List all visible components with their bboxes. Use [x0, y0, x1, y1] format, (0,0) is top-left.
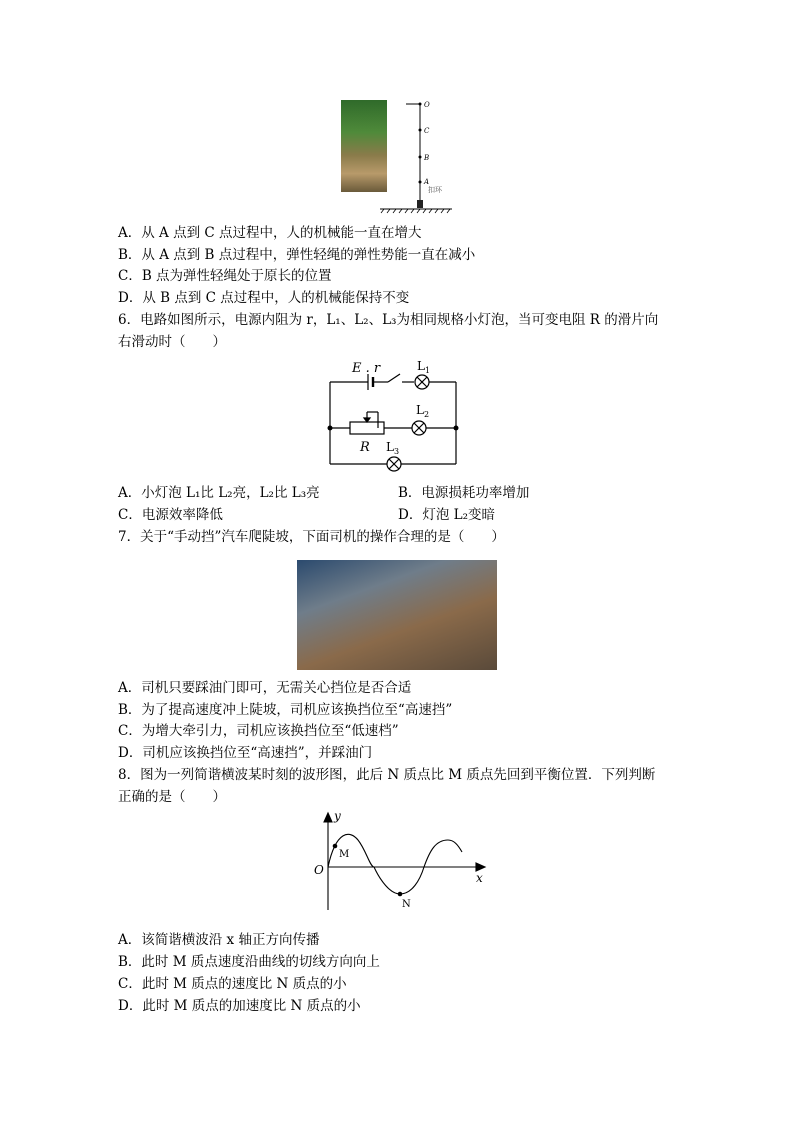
wave-label-n: N	[402, 899, 411, 910]
label-er: E . r	[352, 361, 381, 376]
label-c: C	[424, 127, 430, 135]
label-b: B	[424, 154, 430, 162]
car-photo	[297, 560, 497, 670]
wave-diagram	[308, 810, 490, 914]
q7-option-c: C．为增大牵引力，司机应该换挡位至“低速档”	[118, 723, 399, 739]
label-ring: 扣环	[428, 186, 442, 194]
q8-option-c: C．此时 M 质点的速度比 N 质点的小	[118, 976, 347, 992]
q8-option-b: B．此时 M 质点速度沿曲线的切线方向向上	[118, 954, 380, 970]
q5-option-b: B．从 A 点到 B 点过程中，弹性轻绳的弹性势能一直在减小	[118, 247, 476, 263]
q6-option-d: D．灯泡 L₂变暗	[398, 507, 495, 523]
label-l1: $L_1$	[417, 359, 431, 375]
label-l2: $L_2$	[416, 403, 430, 419]
q7-option-a: A．司机只要踩油门即可，无需关心挡位是否合适	[118, 680, 412, 696]
q8-stem-line2: 正确的是（ ）	[118, 789, 226, 805]
q7-stem: 7．关于“手动挡”汽车爬陡坡，下面司机的操作合理的是（ ）	[118, 529, 505, 545]
circuit-diagram	[320, 352, 470, 474]
q5-option-d: D．从 B 点到 C 点过程中，人的机械能保持不变	[118, 290, 410, 306]
q8-option-d: D．此时 M 质点的加速度比 N 质点的小	[118, 998, 361, 1014]
bungee-diagram	[376, 96, 456, 216]
q5-option-c: C．B 点为弹性轻绳处于原长的位置	[118, 268, 332, 284]
q7-option-d: D．司机应该换挡位至“高速挡”，并踩油门	[118, 745, 373, 761]
q5-option-a: A．从 A 点到 C 点过程中，人的机械能一直在增大	[118, 225, 422, 241]
q6-option-a: A．小灯泡 L₁比 L₂亮，L₂比 L₃亮	[118, 485, 320, 501]
q7-option-b: B．为了提高速度冲上陡坡，司机应该换挡位至“高速挡”	[118, 702, 453, 718]
label-a: A	[424, 178, 430, 186]
wave-label-x: x	[476, 871, 483, 885]
label-o: O	[424, 101, 430, 109]
q6-option-c: C．电源效率降低	[118, 507, 223, 523]
q8-option-a: A．该简谐横波沿 x 轴正方向传播	[118, 932, 320, 948]
q6-stem-line1: 6．电路如图所示，电源内阻为 r，L₁、L₂、L₃为相同规格小灯泡，当可变电阻 R 的滑片向	[118, 312, 659, 328]
wave-label-m: M	[339, 849, 350, 860]
q6-option-b: B．电源损耗功率增加	[398, 485, 530, 501]
q8-stem-line1: 8．图为一列简谐横波某时刻的波形图，此后 N 质点比 M 质点先回到平衡位置．下列判断	[118, 767, 656, 783]
label-l3: $L_3$	[386, 440, 400, 456]
q6-stem-line2: 右滑动时（ ）	[118, 334, 226, 350]
wave-label-o: O	[314, 863, 324, 877]
label-r: R	[360, 440, 370, 455]
wave-label-y: y	[334, 810, 341, 823]
